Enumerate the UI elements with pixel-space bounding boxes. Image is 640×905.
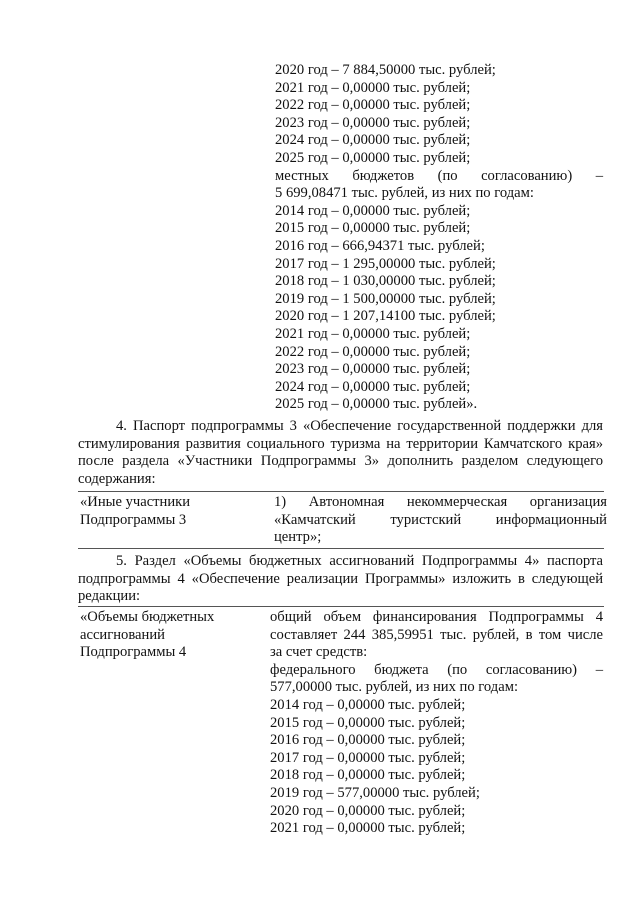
top-funding-list [275, 62, 603, 414]
cell-line: ассигнований [80, 626, 165, 643]
cell-line: «Иные участники [80, 494, 191, 510]
list-item: 2022 год – 0,00000 тыс. рублей; [275, 343, 471, 360]
table-cell-value [270, 609, 603, 838]
cell-line: составляет 244 385,59951 тыс. рублей, в том числе [270, 626, 603, 643]
list-item: 2018 год – 0,00000 тыс. рублей; [270, 767, 466, 784]
list-item: 2020 год – 0,00000 тыс. рублей; [270, 802, 466, 819]
list-item: 2017 год – 0,00000 тыс. рублей; [270, 749, 466, 766]
cell-line: за счет средств: [270, 644, 368, 661]
paragraph-line: 4. Паспорт подпрограммы 3 «Обеспечение государственной поддержки для [116, 418, 603, 434]
table-cell-label [80, 494, 260, 529]
federal-budget-total: 577,00000 тыс. рублей, из них по годам: [270, 679, 519, 696]
cell-line: «Объемы бюджетных [80, 609, 215, 625]
local-budget-total: 5 699,08471 тыс. рублей, из них по годам: [275, 185, 534, 202]
table-top-border [78, 606, 604, 607]
cell-line: 1) Автономная некоммерческая организация [274, 494, 607, 510]
list-item: 2016 год – 666,94371 тыс. рублей; [275, 237, 485, 254]
local-budget-heading: местных бюджетов (по согласованию) – [275, 167, 603, 184]
table-cell-value [274, 494, 607, 547]
list-item: 2023 год – 0,00000 тыс. рублей; [275, 114, 471, 131]
list-item: 2021 год – 0,00000 тыс. рублей; [275, 79, 471, 96]
paragraph-line: содержания: [78, 470, 156, 487]
list-item: 2015 год – 0,00000 тыс. рублей; [275, 220, 471, 237]
paragraph-line: подпрограммы 4 «Обеспечение реализации Программы» изложить в следующей [78, 570, 603, 587]
paragraph-line: 5. Раздел «Объемы бюджетных ассигнований Подпрограммы 4» паспорта [116, 553, 603, 569]
list-item: 2014 год – 0,00000 тыс. рублей; [270, 696, 466, 713]
list-item: 2019 год – 1 500,00000 тыс. рублей; [275, 290, 496, 307]
list-item: 2017 год – 1 295,00000 тыс. рублей; [275, 255, 496, 272]
list-item: 2025 год – 0,00000 тыс. рублей; [275, 149, 471, 166]
paragraph-line: после раздела «Участники Подпрограммы 3» дополнить разделом следующего [78, 453, 603, 470]
list-item: 2024 год – 0,00000 тыс. рублей; [275, 132, 471, 149]
paragraph-line: редакции: [78, 588, 141, 605]
section-5-paragraph [78, 553, 603, 606]
list-item: 2020 год – 1 207,14100 тыс. рублей; [275, 308, 496, 325]
table-top-border [78, 491, 604, 492]
list-item: 2020 год – 7 884,50000 тыс. рублей; [275, 62, 496, 78]
paragraph-line: стимулирования развития социального туризма на территории Камчатского края» [78, 435, 603, 452]
list-item: 2023 год – 0,00000 тыс. рублей; [275, 361, 471, 378]
list-item: 2014 год – 0,00000 тыс. рублей; [275, 202, 471, 219]
list-item: 2022 год – 0,00000 тыс. рублей; [275, 97, 471, 114]
section-4-paragraph [78, 418, 603, 488]
list-item: 2018 год – 1 030,00000 тыс. рублей; [275, 273, 496, 290]
cell-line: общий объем финансирования Подпрограммы 4 [270, 609, 603, 625]
list-item: 2016 год – 0,00000 тыс. рублей; [270, 732, 466, 749]
cell-line: Подпрограммы 4 [80, 644, 187, 661]
table-cell-label [80, 609, 260, 662]
list-item: 2021 год – 0,00000 тыс. рублей; [275, 325, 471, 342]
list-item: 2025 год – 0,00000 тыс. рублей». [275, 396, 478, 413]
list-item: 2015 год – 0,00000 тыс. рублей; [270, 714, 466, 731]
cell-line: «Камчатский туристский информационный [274, 511, 607, 528]
list-item: 2021 год – 0,00000 тыс. рублей; [270, 820, 466, 837]
federal-budget-heading: федерального бюджета (по согласованию) – [270, 661, 603, 678]
list-item: 2019 год – 577,00000 тыс. рублей; [270, 784, 480, 801]
list-item: 2024 год – 0,00000 тыс. рублей; [275, 378, 471, 395]
table-bottom-border [78, 548, 604, 549]
cell-line: Подпрограммы 3 [80, 511, 187, 528]
cell-line: центр»; [274, 529, 322, 546]
